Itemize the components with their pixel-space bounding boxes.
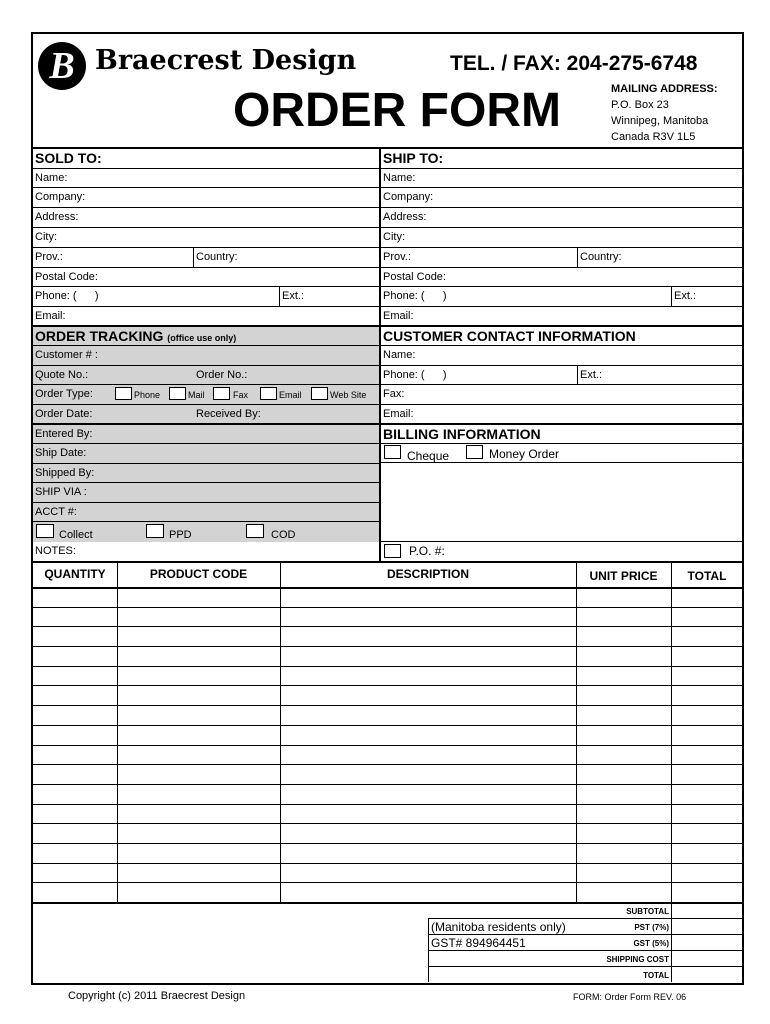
- line: [428, 934, 743, 935]
- contact-name[interactable]: Name:: [383, 349, 416, 361]
- customer-contact-title: CUSTOMER CONTACT INFORMATION: [383, 328, 636, 344]
- table-bottom-line: [33, 902, 743, 904]
- sold-to-prov[interactable]: Prov.:: [35, 251, 63, 263]
- gst-label: GST (5%): [633, 939, 669, 948]
- ship-to-postal[interactable]: Postal Code:: [383, 271, 446, 283]
- order-date[interactable]: Order Date:: [35, 408, 93, 420]
- order-type-fax-checkbox[interactable]: [213, 387, 230, 400]
- mailing-address-label: MAILING ADDRESS:: [611, 83, 718, 95]
- line: [33, 207, 743, 208]
- ship-to-email[interactable]: Email:: [383, 310, 414, 322]
- company-name: Braecrest Design: [95, 45, 357, 76]
- line: [33, 365, 743, 366]
- header-divider: [33, 147, 743, 149]
- description-header: DESCRIPTION: [386, 567, 469, 581]
- cod-label: COD: [271, 529, 296, 541]
- table-header-line: [33, 587, 743, 589]
- line: [428, 950, 743, 951]
- sold-to-email[interactable]: Email:: [35, 310, 66, 322]
- total-label: TOTAL: [643, 971, 669, 980]
- ship-date[interactable]: Ship Date:: [35, 447, 87, 459]
- table-row[interactable]: [33, 607, 743, 608]
- received-by[interactable]: Received By:: [196, 408, 261, 420]
- sold-to-company[interactable]: Company:: [35, 191, 86, 203]
- table-row[interactable]: [33, 705, 743, 706]
- table-row[interactable]: [33, 725, 743, 726]
- table-row[interactable]: [33, 626, 743, 627]
- order-tracking-title: [35, 328, 236, 346]
- line: [577, 247, 578, 267]
- cheque-checkbox[interactable]: [384, 445, 401, 459]
- ship-to-country[interactable]: Country:: [580, 251, 622, 263]
- unit-price-header: UNIT PRICE: [589, 569, 658, 583]
- line: [33, 286, 743, 287]
- customer-number[interactable]: Customer # :: [35, 349, 98, 361]
- line: [33, 443, 380, 444]
- col-divider: [576, 561, 577, 902]
- contact-email[interactable]: Email:: [383, 408, 414, 420]
- quote-number[interactable]: Quote No.:: [35, 369, 89, 381]
- cod-checkbox[interactable]: [246, 524, 264, 538]
- mailing-line-3: Canada R3V 1L5: [611, 131, 696, 143]
- form-title: ORDER FORM: [233, 84, 561, 137]
- line: [193, 247, 194, 267]
- line: [33, 267, 743, 268]
- line: [33, 227, 743, 228]
- order-type-mail-checkbox[interactable]: [169, 387, 186, 400]
- line: [671, 286, 672, 306]
- table-row[interactable]: [33, 882, 743, 883]
- table-row[interactable]: [33, 863, 743, 864]
- contact-fax[interactable]: Fax:: [383, 388, 405, 400]
- collect-label: Collect: [59, 529, 93, 541]
- product-code-header: PRODUCT CODE: [149, 567, 248, 581]
- shipping-cost-label: SHIPPING COST: [606, 955, 669, 964]
- sold-to-address[interactable]: Address:: [35, 211, 79, 223]
- line: [33, 306, 743, 307]
- ship-to-phone[interactable]: Phone: ( ): [383, 290, 447, 302]
- order-tracking-note: (office use only): [167, 333, 237, 343]
- quantity-header: QUANTITY: [44, 567, 106, 581]
- cheque-label: Cheque: [407, 449, 450, 463]
- copyright: Copyright (c) 2011 Braecrest Design: [68, 990, 246, 1002]
- line: [33, 521, 380, 522]
- sold-to-postal[interactable]: Postal Code:: [35, 271, 98, 283]
- order-type-mail-label: Mail: [188, 390, 205, 400]
- order-type-email-label: Email: [279, 390, 302, 400]
- order-type-phone-checkbox[interactable]: [115, 387, 132, 400]
- order-type-web-checkbox[interactable]: [311, 387, 328, 400]
- table-row[interactable]: [33, 784, 743, 785]
- billing-title: BILLING INFORMATION: [383, 426, 541, 442]
- pst-label: PST (7%): [634, 923, 669, 932]
- order-type-fax-label: Fax: [233, 390, 249, 400]
- order-type-phone-label: Phone: [134, 390, 161, 400]
- line: [33, 561, 743, 563]
- order-type-web-label: Web Site: [330, 390, 367, 400]
- contact-ext[interactable]: Ext.:: [580, 369, 603, 381]
- manitoba-note: (Manitoba residents only): [431, 920, 566, 934]
- line: [380, 443, 743, 444]
- po-checkbox[interactable]: [384, 544, 401, 558]
- ppd-checkbox[interactable]: [146, 524, 164, 538]
- line: [33, 423, 743, 425]
- ship-to-name[interactable]: Name:: [383, 172, 416, 184]
- line: [33, 168, 743, 169]
- notes-label[interactable]: NOTES:: [35, 545, 76, 557]
- sold-to-country[interactable]: Country:: [196, 251, 238, 263]
- line: [33, 325, 743, 327]
- ppd-label: PPD: [169, 529, 192, 541]
- order-number[interactable]: Order No.:: [196, 369, 248, 381]
- gst-number: GST# 894964451: [431, 936, 526, 950]
- table-row[interactable]: [33, 685, 743, 686]
- table-row[interactable]: [33, 646, 743, 647]
- col-divider: [117, 561, 118, 902]
- ship-to-company[interactable]: Company:: [383, 191, 434, 203]
- ship-via[interactable]: SHIP VIA :: [35, 486, 87, 498]
- collect-checkbox[interactable]: [36, 524, 54, 538]
- line: [33, 463, 380, 464]
- line: [33, 404, 743, 405]
- ship-to-address[interactable]: Address:: [383, 211, 427, 223]
- line: [33, 482, 380, 483]
- table-row[interactable]: [33, 804, 743, 805]
- sold-to-phone[interactable]: Phone: ( ): [35, 290, 99, 302]
- contact-phone[interactable]: Phone: ( ): [383, 369, 447, 381]
- sold-to-ext[interactable]: Ext.:: [282, 290, 305, 302]
- sold-ship-divider: [379, 147, 381, 561]
- money-order-checkbox[interactable]: [466, 445, 483, 459]
- line: [380, 541, 743, 542]
- line: [577, 365, 578, 384]
- table-row[interactable]: [33, 764, 743, 765]
- line: [279, 286, 280, 306]
- shipped-by[interactable]: Shipped By:: [35, 467, 95, 479]
- logo-letter: B: [49, 45, 75, 87]
- acct-number[interactable]: ACCT #:: [35, 506, 77, 518]
- po-label[interactable]: P.O. #:: [409, 544, 445, 558]
- line: [33, 187, 743, 188]
- mailing-line-1: P.O. Box 23: [611, 99, 669, 111]
- table-row[interactable]: [33, 745, 743, 746]
- form-revision: FORM: Order Form REV. 06: [573, 992, 687, 1002]
- line: [33, 247, 743, 248]
- order-type-email-checkbox[interactable]: [260, 387, 277, 400]
- sold-to-city[interactable]: City:: [35, 231, 57, 243]
- order-type-label: Order Type:: [35, 388, 93, 400]
- mailing-line-2: Winnipeg, Manitoba: [611, 115, 709, 127]
- line: [33, 502, 380, 503]
- sold-to-name[interactable]: Name:: [35, 172, 68, 184]
- line: [428, 918, 743, 919]
- table-row[interactable]: [33, 666, 743, 667]
- tel-fax: TEL. / FAX: 204-275-6748: [450, 52, 698, 75]
- money-order-label: Money Order: [489, 447, 560, 461]
- ship-to-ext[interactable]: Ext.:: [674, 290, 697, 302]
- table-row[interactable]: [33, 823, 743, 824]
- total-header: TOTAL: [687, 569, 727, 583]
- line: [33, 384, 743, 385]
- col-divider: [280, 561, 281, 902]
- ship-to-title: SHIP TO:: [383, 150, 444, 166]
- entered-by[interactable]: Entered By:: [35, 428, 93, 440]
- table-row[interactable]: [33, 843, 743, 844]
- ship-to-city[interactable]: City:: [383, 231, 405, 243]
- order-tracking-title-text: ORDER TRACKING: [35, 328, 164, 344]
- sold-to-title: SOLD TO:: [35, 150, 102, 166]
- ship-to-prov[interactable]: Prov.:: [383, 251, 411, 263]
- subtotal-label: SUBTOTAL: [626, 907, 669, 916]
- line: [428, 966, 743, 967]
